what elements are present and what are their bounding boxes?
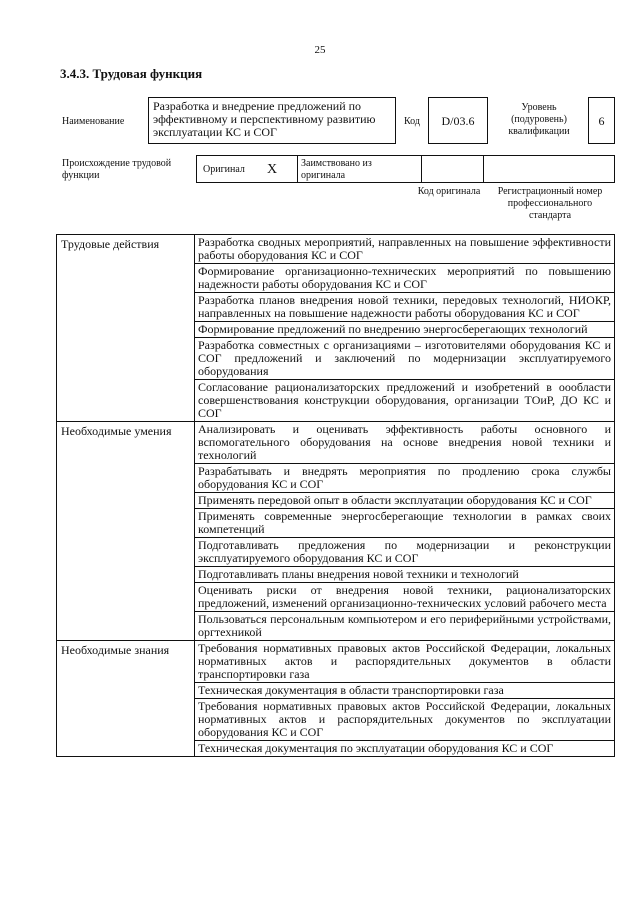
table-cell: Разработка сводных мероприятий, направленных на повышение эффективности работы оборудования КС и СОГ [195, 235, 615, 264]
table-cell: Требования нормативных правовых актов Российской Федерации, локальных нормативных актов и распорядительных документов в области транспортировки газа [195, 641, 615, 683]
code-label: Код [404, 116, 420, 127]
table-cell: Применять передовой опыт в области эксплуатации оборудования КС и СОГ [195, 493, 615, 509]
original-label: Оригинал [203, 164, 245, 175]
table-cell: Оценивать риски от внедрения новой техники, рационализаторских предложений, изменений организационно-технических условий рабочего места [195, 583, 615, 612]
section-category: Необходимые знания [57, 641, 195, 757]
table-cell: Формирование предложений по внедрению энергосберегающих технологий [195, 322, 615, 338]
table-cell: Разрабатывать и внедрять мероприятия по продлению срока службы оборудования КС и СОГ [195, 464, 615, 493]
section-title: 3.4.3. Трудовая функция [60, 66, 203, 81]
table-cell: Требования нормативных правовых актов Российской Федерации, локальных нормативных актов и распорядительных документов по эксплуатации оборудования КС и СОГ [195, 699, 615, 741]
section-category: Трудовые действия [57, 235, 195, 422]
function-name: Разработка и внедрение предложений по эффективному и перспективному развитию эксплуатации КС и СОГ [148, 97, 396, 144]
table-row [57, 422, 615, 464]
page-number: 25 [314, 44, 326, 56]
function-table [56, 234, 615, 757]
table-row [57, 641, 615, 683]
table-cell: Разработка планов внедрения новой техники, передовых технологий, НИОКР, направленных на повышение надежности работы оборудования КС и СОГ [195, 293, 615, 322]
divider [421, 156, 422, 182]
table-cell: Техническая документация в области транспортировки газа [195, 683, 615, 699]
reg-caption: Регистрационный номер профессионального стандарта [497, 186, 603, 221]
code-caption: Код оригинала [417, 186, 481, 197]
table-cell: Разработка совместных с организациями – изготовителями оборудования КС и СОГ предложений и заключений по модернизации эксплуатируемого оборудования [195, 338, 615, 380]
table-cell: Техническая документация по эксплуатации оборудования КС и СОГ [195, 741, 615, 757]
origin-box [196, 155, 615, 183]
level-value: 6 [588, 97, 615, 144]
divider [483, 156, 484, 182]
table-cell: Подготавливать планы внедрения новой техники и технологий [195, 567, 615, 583]
table-cell: Пользоваться персональным компьютером и его периферийными устройствами, оргтехникой [195, 612, 615, 641]
table-cell: Подготавливать предложения по модернизации и реконструкции эксплуатируемого оборудования КС и СОГ [195, 538, 615, 567]
origin-label: Происхождение трудовой функции [62, 158, 172, 181]
name-label: Наименование [62, 116, 125, 127]
table-row [57, 235, 615, 264]
table-cell: Применять современные энергосберегающие технологии в рамках своих компетенций [195, 509, 615, 538]
original-mark: X [267, 162, 278, 177]
level-label: Уровень (подуровень) квалификации [508, 102, 570, 137]
section-category: Необходимые умения [57, 422, 195, 641]
divider [297, 156, 298, 182]
table-cell: Формирование организационно-технических мероприятий по повышению надежности работы оборудования КС и СОГ [195, 264, 615, 293]
table-cell: Анализировать и оценивать эффективность работы основного и вспомогательного оборудования на основе внедрения новой техники и технологий [195, 422, 615, 464]
table-cell: Согласование рационализаторских предложений и изобретений в оообласти совершенствования конструкции оборудования, организации ТОиР, ДО КС и СОГ [195, 380, 615, 422]
borrowed-label: Заимствовано из оригинала [301, 158, 372, 181]
function-code: D/03.6 [428, 97, 488, 144]
